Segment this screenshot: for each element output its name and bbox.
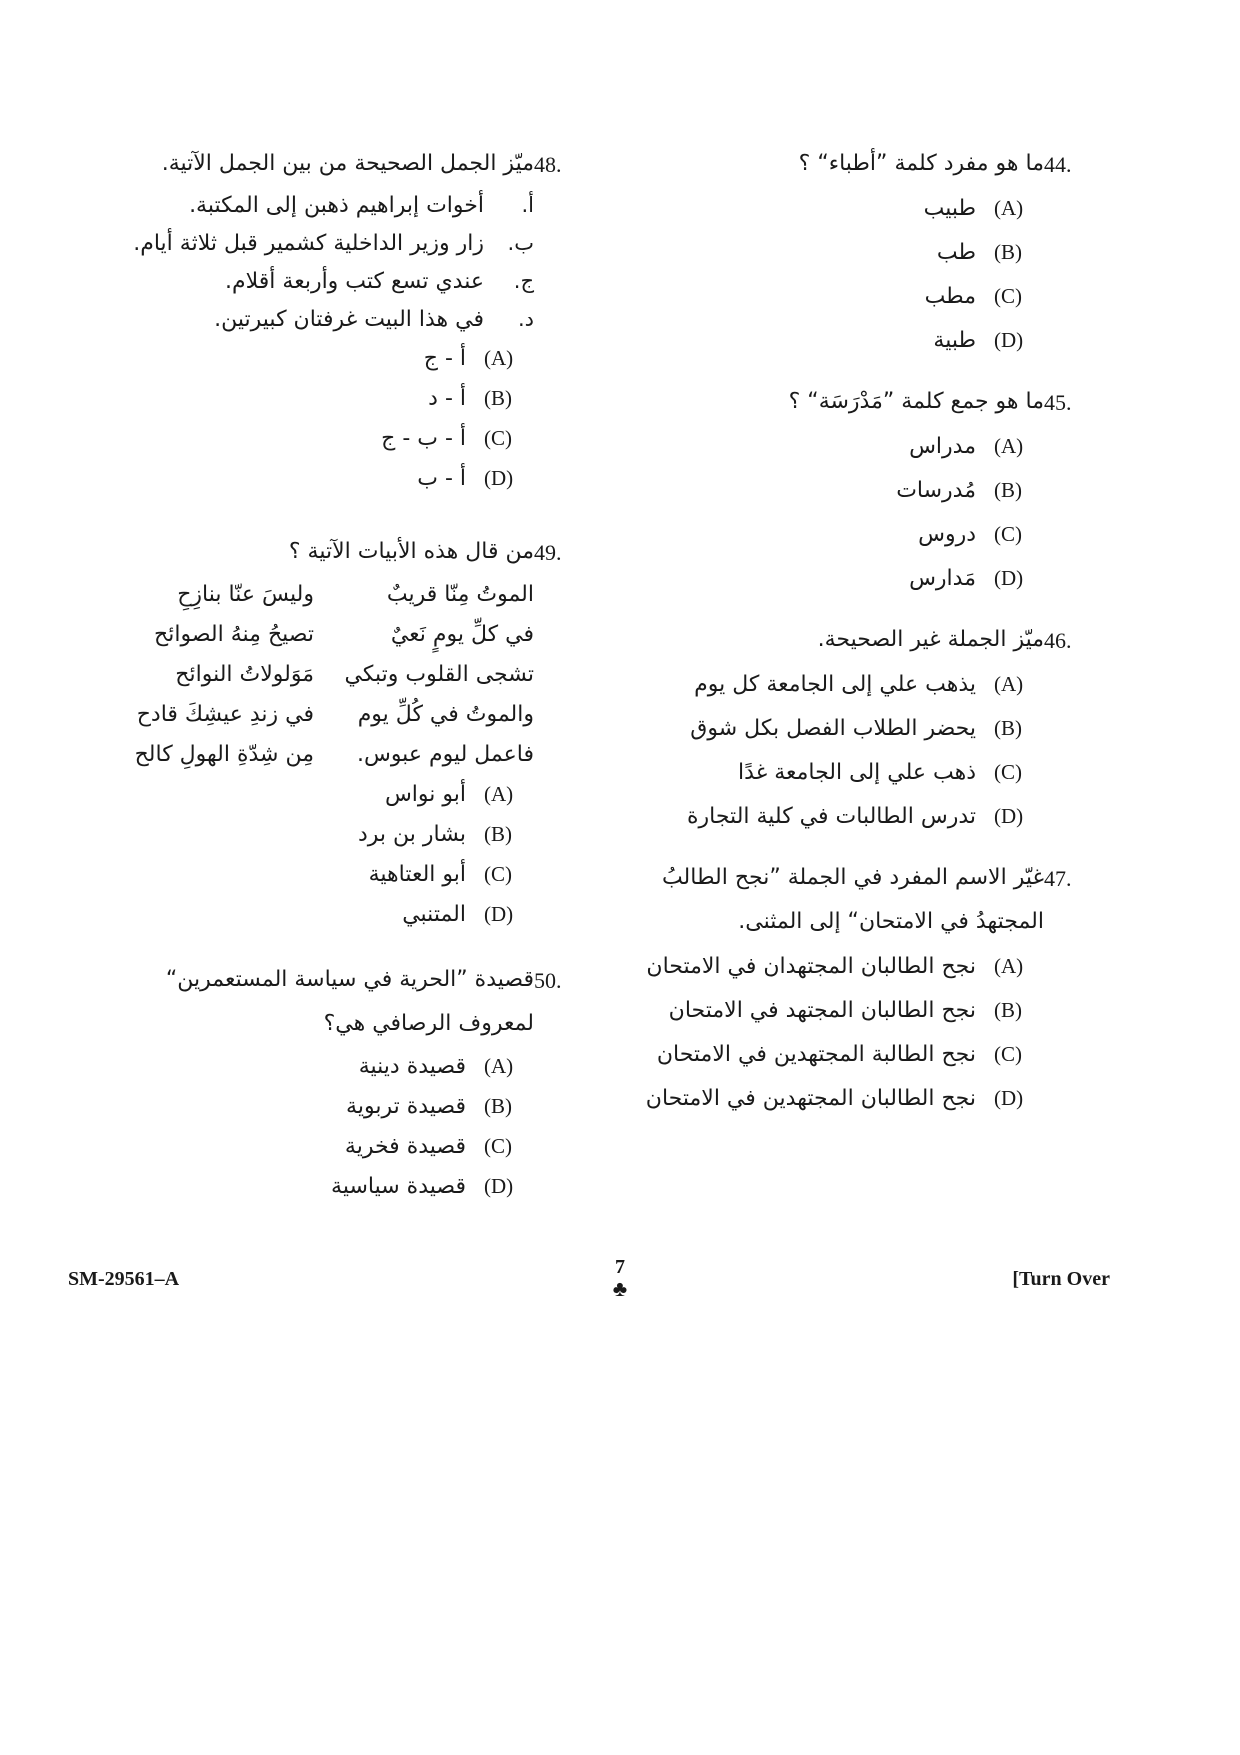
option-a: (A) يذهب علي إلى الجامعة كل يوم (694, 671, 1024, 697)
option-d: (D) طبية (933, 327, 1024, 353)
option-c: (C) دروس (918, 521, 1022, 547)
option-a: (A) أ - ج (423, 345, 514, 371)
options-list (70, 774, 534, 934)
option-c: (C) مطب (924, 283, 1022, 309)
options-list (630, 424, 1044, 600)
turn-over-label: [Turn Over (1012, 1268, 1110, 1290)
exam-code: SM-29561–A (68, 1268, 180, 1290)
poem-verse: والموتُ في كُلِّ يوم في زندِ عيشِكَ قادح (136, 701, 534, 727)
option-b: (B) قصيدة تربوية (346, 1093, 512, 1119)
option-a: (A) مدراس (909, 433, 1024, 459)
options-list (70, 338, 534, 498)
question-48 (70, 150, 590, 498)
option-b: (B) طب (936, 239, 1022, 265)
statement-list (70, 186, 534, 338)
option-a: (A) قصيدة دينية (358, 1053, 514, 1079)
options-list (630, 944, 1044, 1120)
option-d: (D) المتنبي (402, 901, 514, 927)
question-text: غيّر الاسم المفرد في الجملة ”نجح الطالبُ المجتهدُ في الامتحان“ إلى المثنى. (661, 865, 1044, 934)
question-number: 46. (1044, 628, 1072, 653)
option-d: (D) مَدارس (909, 565, 1024, 591)
option-b: (B) أ - د (428, 385, 512, 411)
option-c: (C) أبو العتاهية (368, 861, 512, 887)
question-47 (630, 864, 1100, 1120)
option-c: (C) نجح الطالبة المجتهدين في الامتحان (656, 1041, 1022, 1067)
question-number: 45. (1044, 390, 1072, 415)
question-text: ما هو مفرد كلمة ”أطباء“ ؟ (798, 151, 1044, 176)
page-number: 7 (615, 1256, 625, 1278)
options-list (630, 662, 1044, 838)
question-number: 50. (534, 968, 562, 993)
option-b: (B) يحضر الطلاب الفصل بكل شوق (690, 715, 1022, 741)
question-text: من قال هذه الأبيات الآتية ؟ (288, 539, 534, 564)
option-d: (D) نجح الطالبان المجتهدين في الامتحان (645, 1085, 1024, 1111)
question-text: ميّز الجملة غير الصحيحة. (817, 627, 1044, 652)
question-text: ميّز الجمل الصحيحة من بين الجمل الآتية. (161, 151, 534, 176)
poem-verse: الموتُ مِنّا قريبٌ وليسَ عنّا بنازِحِ (177, 581, 534, 607)
statement-item: د. في هذا البيت غرفتان كبيرتين. (214, 306, 534, 332)
option-b: (B) نجح الطالبان المجتهد في الامتحان (668, 997, 1022, 1023)
question-number: 49. (534, 540, 562, 565)
question-number: 47. (1044, 866, 1072, 891)
statement-item: أ. أخوات إبراهيم ذهبن إلى المكتبة. (189, 192, 534, 218)
right-column (630, 150, 1100, 1120)
question-number: 44. (1044, 152, 1072, 177)
left-column (70, 150, 590, 1206)
poem-verse: فاعمل ليوم عبوس. مِن شِدّةِ الهولِ كالح (134, 741, 534, 767)
option-c: (C) أ - ب - ج (381, 425, 512, 451)
option-a: (A) أبو نواس (384, 781, 514, 807)
statement-item: ج. عندي تسع كتب وأربعة أقلام. (225, 268, 534, 294)
options-list (70, 1046, 534, 1206)
option-c: (C) قصيدة فخرية (344, 1133, 512, 1159)
option-c: (C) ذهب علي إلى الجامعة غدًا (738, 759, 1022, 785)
poem-verse: في كلِّ يومٍ نَعيٌ تصيحُ مِنهُ الصوائح (154, 621, 534, 647)
question-45 (630, 388, 1100, 600)
question-50 (70, 966, 590, 1206)
question-44 (630, 150, 1100, 362)
statement-item: ب. زار وزير الداخلية كشمير قبل ثلاثة أيام. (133, 230, 534, 256)
option-d: (D) أ - ب (417, 465, 514, 491)
question-46 (630, 626, 1100, 838)
question-text: قصيدة ”الحرية في سياسة المستعمرين“ لمعروف الرصافي هي؟ (165, 967, 534, 1036)
option-a: (A) نجح الطالبان المجتهدان في الامتحان (646, 953, 1024, 979)
question-49 (70, 538, 590, 934)
option-d: (D) قصيدة سياسية (331, 1173, 514, 1199)
options-list (630, 186, 1044, 362)
question-text: ما هو جمع كلمة ”مَدْرَسَة“ ؟ (788, 389, 1044, 414)
question-number: 48. (534, 152, 562, 177)
poem-verses (70, 574, 534, 774)
option-b: (B) بشار بن برد (358, 821, 512, 847)
option-a: (A) طبيب (923, 195, 1024, 221)
option-d: (D) تدرس الطالبات في كلية التجارة (687, 803, 1024, 829)
poem-verse: تشجى القلوب وتبكي مَوَلولاتُ النوائح (175, 661, 534, 687)
club-icon: ♣ (612, 1276, 628, 1301)
option-b: (B) مُدرسات (896, 477, 1022, 503)
